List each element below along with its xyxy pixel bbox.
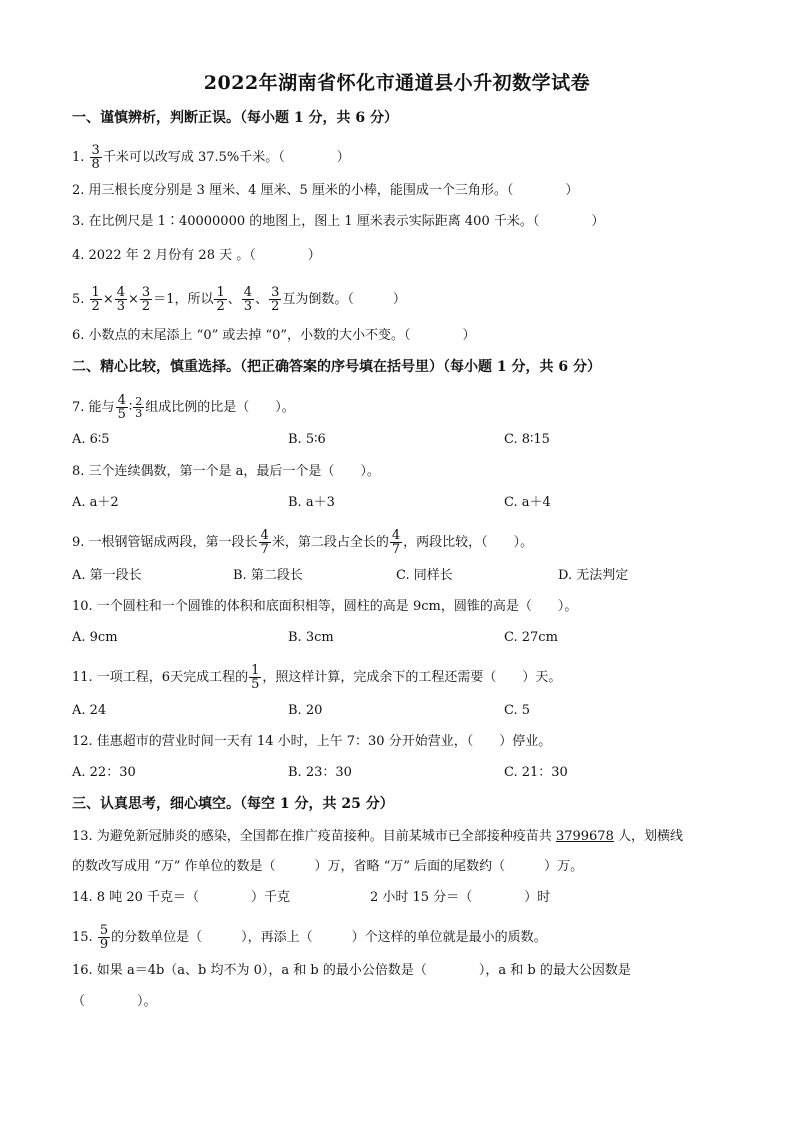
question-11 (72, 664, 561, 691)
question-1 (72, 144, 350, 171)
question-text: 互为倒数。（ ） (282, 292, 406, 307)
question-number: 7. (72, 400, 85, 415)
question-9 (72, 529, 533, 556)
section-3-heading: 三、认真思考，细心填空。（每空 1 分，共 25 分） (72, 796, 394, 812)
fraction: $\frac{1}{2}$ (216, 285, 225, 314)
question-6: 6. 小数点的末尾添上 “0” 或去掉 “0”，小数的大小不变。（ ） (72, 328, 476, 343)
question-text: 9. 一根钢管锯成两段，第一段长 (72, 535, 258, 550)
question-5 (72, 286, 406, 313)
question-15 (72, 924, 547, 951)
option-b[interactable]: B. 5∶6 (288, 432, 326, 447)
fraction: $\frac{3}{2}$ (141, 285, 151, 314)
fraction: $\frac{4}{3}$ (243, 285, 253, 314)
question-number: 5. (72, 292, 85, 307)
fraction: $\frac{4}{3}$ (116, 285, 126, 314)
question-12: 12. 佳惠超市的营业时间一天有 14 小时，上午 7：30 分开始营业，（ ）停业。 (72, 734, 552, 749)
option-a[interactable]: A. 9cm (72, 630, 118, 645)
option-a[interactable]: A. 6∶5 (72, 432, 110, 447)
underlined-number: 3799678 (555, 829, 614, 844)
question-4: 4. 2022 年 2 月份有 28 天 。（ ） (72, 248, 321, 263)
question-13 (72, 828, 683, 846)
option-b[interactable]: B. 20 (288, 703, 323, 718)
question-text: 11. 一项工程，6天完成工程的 (72, 670, 249, 685)
page-title: 2022年湖南省怀化市通道县小升初数学试卷 (203, 72, 591, 94)
option-c[interactable]: C. 同样长 (396, 568, 453, 583)
option-b[interactable]: B. 第二段长 (233, 568, 303, 583)
fraction: $\frac{4}{7}$ (260, 528, 269, 557)
question-text: ＝1，所以 (153, 292, 214, 307)
fraction: $\frac{5}{9}$ (99, 923, 109, 952)
option-a[interactable]: A. 22：30 (72, 765, 136, 780)
separator: 、 (255, 292, 269, 307)
ratio-sign: ∶ (128, 400, 133, 415)
question-text: ，照这样计算，完成余下的工程还需要（ ）天。 (262, 670, 562, 685)
option-c[interactable]: C. 5 (504, 703, 531, 718)
question-2: 2. 用三根长度分别是 3 厘米、4 厘米、5 厘米的小棒，能围成一个三角形。（ ） (72, 183, 579, 198)
option-a[interactable]: A. 第一段长 (72, 568, 142, 583)
question-14a: 14. 8 吨 20 千克＝（ ）千克 (72, 890, 291, 905)
fraction: $\frac{4}{7}$ (391, 528, 401, 557)
question-number: 1. (72, 150, 85, 165)
question-3: 3. 在比例尺是 1∶40000000 的地图上，图上 1 厘米表示实际距离 400 千米。（ ） (72, 214, 605, 229)
question-text: 米，第二段占全长的 (271, 535, 389, 550)
option-b[interactable]: B. a＋3 (288, 495, 335, 510)
question-text: ，两段比较，（ ）。 (403, 535, 534, 550)
option-a[interactable]: A. 24 (72, 703, 107, 718)
separator: 、 (227, 292, 241, 307)
option-a[interactable]: A. a＋2 (72, 495, 119, 510)
times-sign: × (102, 292, 114, 307)
question-14b: 2 小时 15 分＝（ ）时 (370, 890, 551, 905)
question-text: 人，划横线 (613, 829, 683, 844)
option-c[interactable]: C. a＋4 (504, 495, 551, 510)
question-text: 的分数单位是（ ），再添上（ ）个这样的单位就是最小的质数。 (111, 930, 547, 945)
question-text: 千米可以改写成 37.5%千米。（ ） (102, 150, 350, 165)
question-7 (72, 394, 295, 421)
question-text: 13. 为避免新冠肺炎的感染，全国都在推广疫苗接种。目前某城市已全部接种疫苗共 (72, 829, 556, 844)
option-c[interactable]: C. 27cm (504, 630, 558, 645)
fraction: $\frac{1}{2}$ (91, 285, 100, 314)
section-1-heading: 一、谨慎辨析，判断正误。（每小题 1 分，共 6 分） (72, 110, 398, 126)
question-13-line-2: 的数改写成用 “万” 作单位的数是（ ）万，省略 “万” 后面的尾数约（ ）万。 (72, 859, 584, 874)
times-sign: × (128, 292, 139, 307)
question-text: 能与 (88, 400, 115, 415)
option-b[interactable]: B. 3cm (288, 630, 334, 645)
section-2-heading: 二、精心比较，慎重选择。（把正确答案的序号填在括号里）（每小题 1 分，共 6 分） (72, 359, 601, 375)
question-number: 15. (72, 930, 93, 945)
option-d[interactable]: D. 无法判定 (558, 568, 629, 583)
fraction: $\frac{1}{5}$ (251, 663, 260, 692)
question-text: 组成比例的比是（ ）。 (145, 400, 295, 415)
option-c[interactable]: C. 8∶15 (504, 432, 550, 447)
question-16: 16. 如果 a＝4b（a、b 均不为 0），a 和 b 的最小公倍数是（ ），a 和 b 的最大公因数是 (72, 963, 631, 978)
fraction: $\frac{2}{3}$ (135, 395, 143, 420)
fraction: $\frac{4}{5}$ (117, 393, 126, 422)
option-c[interactable]: C. 21：30 (504, 765, 568, 780)
fraction: $\frac{3}{8}$ (91, 143, 100, 172)
question-8: 8. 三个连续偶数，第一个是 a，最后一个是（ ）。 (72, 464, 380, 479)
fraction: $\frac{3}{2}$ (271, 285, 280, 314)
question-16-line-2: （ ）。 (72, 994, 157, 1009)
option-b[interactable]: B. 23：30 (288, 765, 352, 780)
question-10: 10. 一个圆柱和一个圆锥的体积和底面积相等，圆柱的高是 9cm，圆锥的高是（ ）。 (72, 599, 578, 614)
